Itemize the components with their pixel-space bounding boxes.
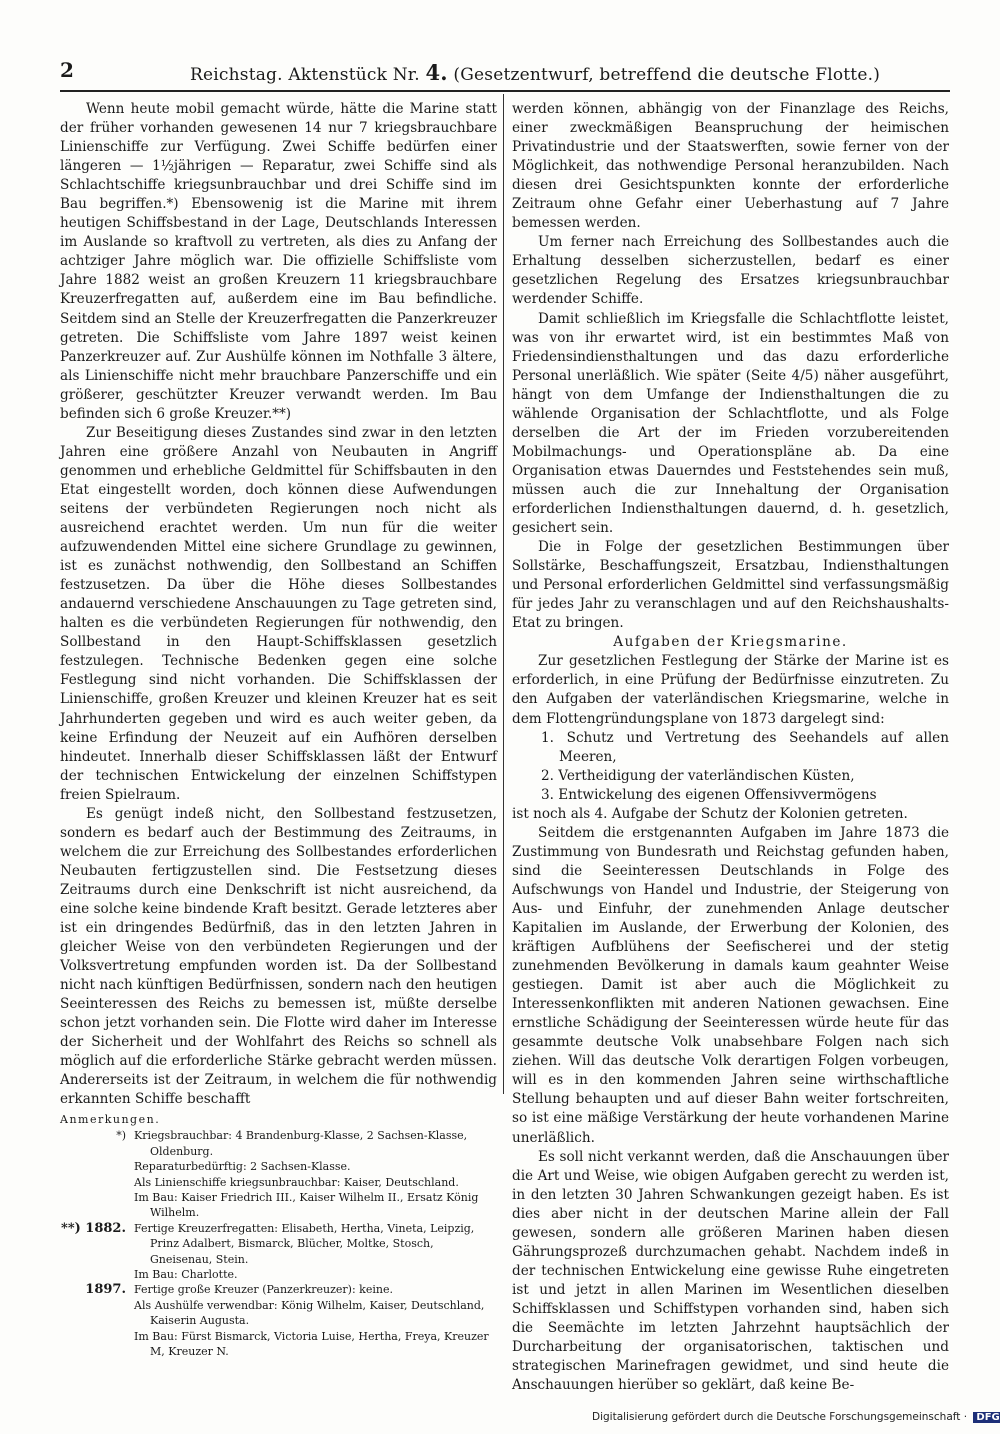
footnote-line: Im Bau: Kaiser Friedrich III., Kaiser Wilhelm II., Ersatz König Wilhelm.	[134, 1191, 479, 1220]
task-list	[512, 729, 949, 805]
task-conclusion: ist noch als 4. Aufgabe der Schutz der Kolonien getreten.	[512, 805, 908, 822]
footnote-group	[60, 1282, 497, 1359]
column-divider	[503, 94, 504, 1094]
credit-text: Digitalisierung gefördert durch die Deutsche Forschungsgemeinschaft ·	[592, 1411, 968, 1423]
footnote-line: Als Aushülfe verwendbar: König Wilhelm, Kaiser, Deutschland, Kaiserin Augusta.	[134, 1298, 485, 1328]
footnote-line: Im Bau: Charlotte.	[134, 1268, 238, 1282]
running-title-number: 4.	[425, 60, 448, 85]
page-header	[60, 58, 950, 88]
header-rule	[60, 90, 950, 92]
section-intro: Zur gesetzlichen Festlegung der Stärke der Marine ist es erforderlich, in eine Prüfung der Bedürfnisse einzutreten. Zu den Aufgaben der vaterländischen Kriegsmarine, welche in dem Flottengründungsplane von 1873 dargelegt sind:	[512, 653, 949, 727]
footnote-body	[134, 1282, 497, 1359]
left-column	[60, 100, 497, 1109]
running-title-suffix: (Gesetzentwurf, betreffend die deutsche Flotte.)	[453, 65, 881, 85]
right-paragraph-6: Es soll nicht verkannt werden, daß die Anschauungen über die Art und Weise, wie obigen Aufgaben gerecht zu werden ist, in den letzten 30 Jahren Schwankungen gezeigt haben. Es ist dies aber nicht in der deutschen Marine allein der Fall gewesen, sondern alle größeren Marinen haben diesen Gährungsprozeß durchzumachen gehabt. Nachdem indeß in der technischen Entwickelung eine gewisse Ruhe eingetreten ist und jetzt in allen Marinen im Wesentlichen dieselben Schiffsklassen und Schiffstypen vorhanden sind, haben sich die Seemächte im letzten Jahrzehnt hauptsächlich der Durcharbeitung der organisatorischen, taktischen und strategischen Marinefragen gewidmet, und sind heute die Anschauungen hierüber so geklärt, daß keine Be-	[512, 1148, 949, 1394]
footnote-line: Als Linienschiffe kriegsunbrauchbar: Kaiser, Deutschland.	[134, 1175, 459, 1189]
right-paragraph-4: Die in Folge der gesetzlichen Bestimmungen über Sollstärke, Beschaffungszeit, Ersatzbau, Indiensthaltungen und Personal erforderlichen Geldmittel sind verfassungsmäßig für jedes Jahr zu veranschlagen und auf den Reichshaushalts-Etat zu bringen.	[512, 539, 949, 632]
section-heading: Aufgaben der Kriegsmarine.	[613, 634, 848, 651]
task-item-3: 3. Entwickelung des eigenen Offensivvermögens	[541, 786, 877, 803]
footnote-marker: 1897.	[85, 1282, 126, 1298]
right-paragraph-3: Damit schließlich im Kriegsfalle die Schlachtflotte leistet, was von ihr erwartet wird, ist ein bestimmtes Maß von Friedensindiensthaltungen und das dazu erforderliche Personal unerläßlich. Wie später (Seite 4/5) näher ausgeführt, hängt von dem Umfange der Indiensthaltungen die zu wählende Organisation der Schlachtflotte, und als Folge derselben die Art der im Frieden vorzubereitenden Mobilmachungs- und Operationspläne ab. Da eine Organisation etwas Dauerndes und Feststehendes sein muß, müssen auch die zur Innehaltung der Organisation erforderlichen Indiensthaltungen dauernd, d. h. gesetzlich, gesichert sein.	[512, 310, 949, 537]
footnotes	[60, 1112, 497, 1360]
footnote-marker: **) 1882.	[61, 1220, 126, 1236]
dfg-logo: DFG	[973, 1412, 1000, 1423]
page-number: 2	[60, 58, 74, 82]
running-title-prefix: Reichstag. Aktenstück Nr.	[190, 65, 420, 85]
left-paragraph-2: Zur Beseitigung dieses Zustandes sind zwar in den letzten Jahren eine größere Anzahl von Neubauten in Angriff genommen und erhebliche Geldmittel für Schiffsbauten in den Etat eingestellt worden, doch können diese Aufwendungen seitens der verbündeten Regierungen noch nicht als ausreichend erachtet werden. Um nun für die weiter aufzuwendenden Mittel eine sichere Grundlage zu gewinnen, ist es zunächst nothwendig, den Sollbestand an Schiffen festzusetzen. Da über die Höhe dieses Sollbestandes andauernd verschiedene Anschauungen zu Tage getreten sind, halten es die verbündeten Regierungen für nothwendig, den Sollbestand in den Haupt-Schiffsklassen gesetzlich festzulegen. Technische Bedenken gegen eine solche Festlegung sind nicht vorhanden. Die Schiffsklassen der Linienschiffe, großen Kreuzer und kleinen Kreuzer hat es seit Jahrhunderten gegeben und wird es auch weiter geben, da keine Erfindung der Neuzeit auf ein Aufhören derselben hindeutet. Innerhalb dieser Schiffsklassen läßt der Entwurf der technischen Entwickelung der einzelnen Schiffstypen freien Spielraum.	[60, 424, 497, 803]
task-item-1: 1. Schutz und Vertretung des Seehandels auf allen Meeren,	[541, 729, 949, 765]
footnote-marker: *)	[116, 1129, 126, 1143]
right-paragraph-1: werden können, abhängig von der Finanzlage des Reichs, einer zweckmäßigen Beanspruchung der heimischen Privatindustrie und der Staatswerften, sowie ferner von der Möglichkeit, das nothwendige Personal heranzubilden. Nach diesen drei Gesichtspunkten konnte der erforderliche Zeitraum ohne Gefahr einer Ueberhastung auf 7 Jahre bemessen werden.	[512, 101, 949, 232]
right-column	[512, 100, 949, 1395]
right-paragraph-5: Seitdem die erstgenannten Aufgaben im Jahre 1873 die Zustimmung von Bundesrath und Reichstag gefunden haben, sind die Seeinteressen Deutschlands in Folge des Aufschwungs von Handel und Industrie, der Steigerung von Aus- und Einfuhr, der zunehmenden Anlage deutscher Kapitalien im Auslande, der Erwerbung der Kolonien, des kräftigen Aufblühens der Seefischerei und der stetig zunehmenden Bevölkerung in damals kaum geahnter Weise gestiegen. Damit ist aber auch die Möglichkeit zu Interessenkonflikten mit anderen Nationen gewachsen. Eine ernstliche Schädigung der Seeinteressen würde heute für das gesammte deutsche Volk unabsehbare Folgen nach sich ziehen. Will das deutsche Volk derartigen Folgen vorbeugen, will es in den kommenden Jahren seine wirthschaftliche Stellung behaupten und auf dieser Bahn weiter fortschreiten, so ist eine mäßige Verstärkung der heute vorhandenen Marine unerläßlich.	[512, 824, 949, 1146]
footnote-line: Im Bau: Fürst Bismarck, Victoria Luise, Hertha, Freya, Kreuzer M, Kreuzer N.	[134, 1329, 489, 1359]
task-item-2: 2. Vertheidigung der vaterländischen Küsten,	[541, 767, 855, 784]
digitization-credit	[592, 1411, 1000, 1423]
running-title	[190, 60, 880, 85]
footnote-body	[134, 1128, 497, 1220]
footnote-group	[60, 1221, 497, 1283]
footnote-line: Fertige große Kreuzer (Panzerkreuzer): keine.	[134, 1283, 393, 1297]
footnote-line: Kriegsbrauchbar: 4 Brandenburg-Klasse, 2 Sachsen-Klasse, Oldenburg.	[134, 1129, 468, 1158]
right-paragraph-2: Um ferner nach Erreichung des Sollbestandes auch die Erhaltung desselben sicherzustellen, bedarf es einer gesetzlichen Regelung des Ersatzes kriegsunbrauchbar werdender Schiffe.	[512, 234, 949, 308]
footnote-line: Reparaturbedürftig: 2 Sachsen-Klasse.	[134, 1160, 351, 1174]
footnote-group	[60, 1128, 497, 1220]
footnote-line: Fertige Kreuzerfregatten: Elisabeth, Hertha, Vineta, Leipzig, Prinz Adalbert, Bismarck, Blücher, Moltke, Stosch, Gneisenau, Stein.	[134, 1221, 475, 1266]
left-paragraph-1: Wenn heute mobil gemacht würde, hätte die Marine statt der früher vorhanden gewesenen 14 nur 7 kriegsbrauchbare Linienschiffe zur Verfügung. Zwei Schiffe bedürfen einer längeren — 1½jährigen — Reparatur, zwei Schiffe sind als Schlachtschiffe kriegsunbrauchbar und drei Schiffe sind im Bau begriffen.*) Ebensowenig ist die Marine mit ihrem heutigen Schiffsbestand in der Lage, Deutschlands Interessen im Auslande so kraftvoll zu vertreten, als dies zu Anfang der achtziger Jahre möglich war. Die offizielle Schiffsliste vom Jahre 1882 weist an großen Kreuzern 11 kriegsbrauchbare Kreuzerfregatten auf, außerdem eine im Bau befindliche. Seitdem sind an Stelle der Kreuzerfregatten die Panzerkreuzer getreten. Die Schiffsliste vom Jahre 1897 weist keinen Panzerkreuzer auf. Zur Aushülfe können im Nothfalle 3 ältere, als Linienschiffe nicht mehr brauchbare Panzerschiffe und ein größerer, geschützter Kreuzer verwandt werden. Im Bau befinden sich 6 große Kreuzer.**)	[60, 101, 497, 422]
footnote-body	[134, 1221, 497, 1283]
left-paragraph-3: Es genügt indeß nicht, den Sollbestand festzusetzen, sondern es bedarf auch der Bestimmung des Zeitraums, in welchem die zur Erreichung des Sollbestandes erforderlichen Neubauten fertigzustellen sind. Die Festsetzung dieses Zeitraums durch eine Denkschrift ist nicht ausreichend, da eine solche keine bindende Kraft besitzt. Gerade letzteres aber ist ein dringendes Bedürfniß, das in den letzten Jahren in gleicher Weise von den verbündeten Regierungen und der Volksvertretung empfunden worden ist. Da der Sollbestand nicht nach künftigen Bedürfnissen, sondern nach den heutigen Seeinteressen des Reichs zu bemessen ist, müßte derselbe schon jetzt vorhanden sein. Die Flotte wird daher im Interesse der Sicherheit und der Wohlfahrt des Reichs so schnell als möglich auf die erforderliche Stärke gebracht werden müssen. Andererseits ist der Zeitraum, in welchem die für nothwendig erkannten Schiffe beschafft	[60, 805, 497, 1108]
footnotes-heading: Anmerkungen.	[60, 1113, 161, 1126]
